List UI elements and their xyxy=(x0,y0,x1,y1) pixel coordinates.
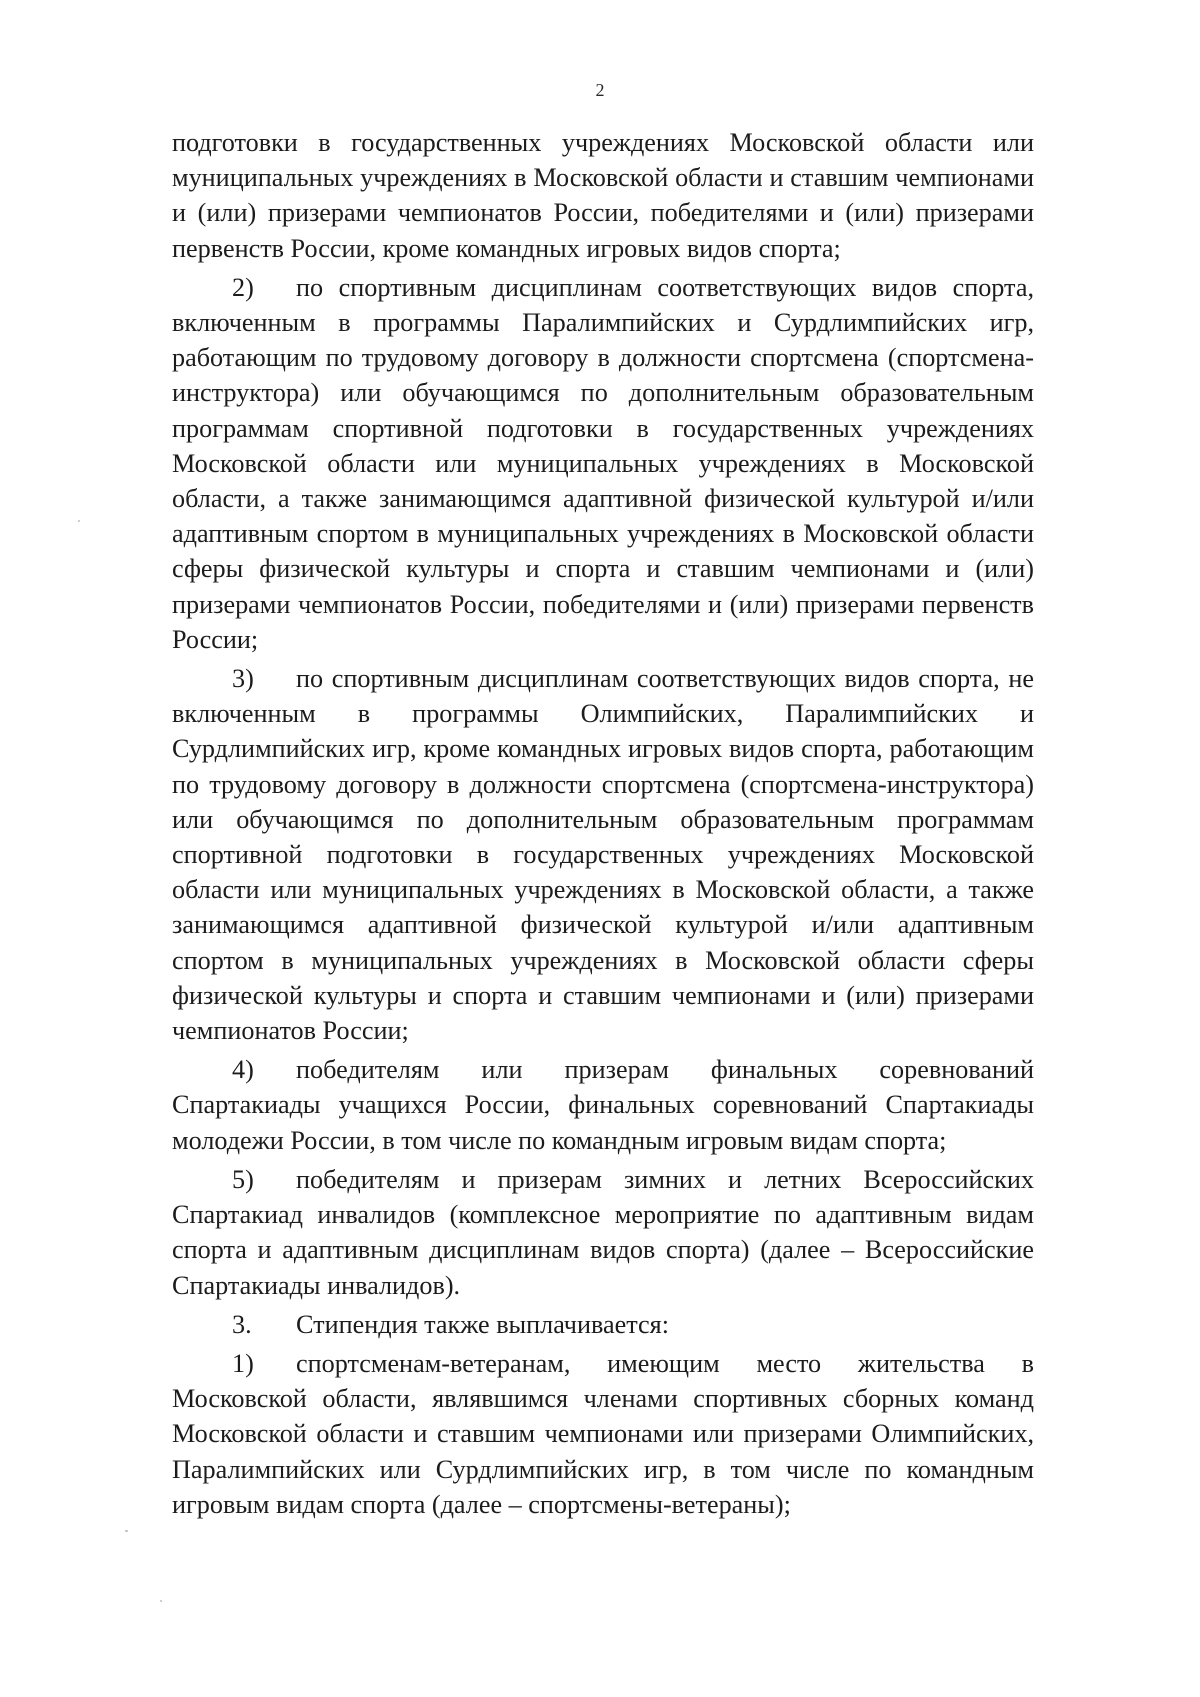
list-item-1 xyxy=(172,1346,1034,1522)
paragraph-text: Стипендия также выплачивается: xyxy=(296,1309,669,1339)
section-3 xyxy=(172,1307,1034,1342)
item-number: 4) xyxy=(232,1055,254,1085)
paragraph-text: спортсменам-ветеранам, имеющим место жительства в Московской области, являвшимся членами спортивных сборных команд Московской области и ставшим чемпионами или призерами Олимпийских, Паралимпийских или Сурдлимпийских игр, в том числе по командным игровым видам спорта (далее – спортсмены-ветераны); xyxy=(172,1348,1034,1519)
section-number: 3. xyxy=(232,1309,252,1339)
list-item-3 xyxy=(172,661,1034,1048)
paragraph-text: по спортивным дисциплинам соответствующих видов спорта, включенным в программы Паралимпийских и Сурдлимпийских игр, работающим по трудовому договору в должности спортсмена (спортсмена-инструктора) или обучающимся по дополнительным образовательным программам спортивной подготовки в государственных учреждениях Московской области или муниципальных учреждениях в Московской области, а также занимающимся адаптивной физической культурой и/или адаптивным спортом в муниципальных учреждениях в Московской области сферы физической культуры и спорта и ставшим чемпионами и (или) призерами чемпионатов России, победителями и (или) призерами первенств России; xyxy=(172,272,1034,654)
paragraph-continuation xyxy=(172,125,1034,266)
item-number: 3) xyxy=(232,664,254,694)
scan-speck xyxy=(125,1530,128,1532)
scan-speck xyxy=(160,1600,162,1602)
paragraph-text: победителям и призерам зимних и летних Всероссийских Спартакиад инвалидов (комплексное мероприятие по адаптивным видам спорта и адаптивным дисциплинам видов спорта) (далее – Всероссийские Спартакиады инвалидов). xyxy=(172,1164,1034,1300)
list-item-5 xyxy=(172,1162,1034,1303)
item-number: 5) xyxy=(232,1164,254,1194)
list-item-2 xyxy=(172,270,1034,657)
paragraph-text: победителям или призерам финальных соревнований Спартакиады учащихся России, финальных соревнований Спартакиады молодежи России, в том числе по командным игровым видам спорта; xyxy=(172,1055,1034,1155)
scan-speck xyxy=(78,520,80,522)
document-body xyxy=(172,125,1034,1522)
item-number: 2) xyxy=(232,272,254,302)
paragraph-text: по спортивным дисциплинам соответствующих видов спорта, не включенным в программы Олимпийских, Паралимпийских и Сурдлимпийских игр, кроме командных игровых видов спорта, работающим по трудовому договору в должности спортсмена (спортсмена-инструктора) или обучающимся по дополнительным образовательным программам спортивной подготовки в государственных учреждениях Московской области или муниципальных учреждениях в Московской области, а также занимающимся адаптивной физической культурой и/или адаптивным спортом в муниципальных учреждениях в Московской области сферы физической культуры и спорта и ставшим чемпионами и (или) призерами чемпионатов России; xyxy=(172,664,1034,1046)
page-number: 2 xyxy=(595,80,605,100)
item-number: 1) xyxy=(232,1348,254,1378)
paragraph-text: подготовки в государственных учреждениях Московской области или муниципальных учреждениях в Московской области и ставшим чемпионами и (или) призерами чемпионатов России, победителями и (или) призерами первенств России, кроме командных игровых видов спорта; xyxy=(172,128,1034,263)
list-item-4 xyxy=(172,1052,1034,1158)
